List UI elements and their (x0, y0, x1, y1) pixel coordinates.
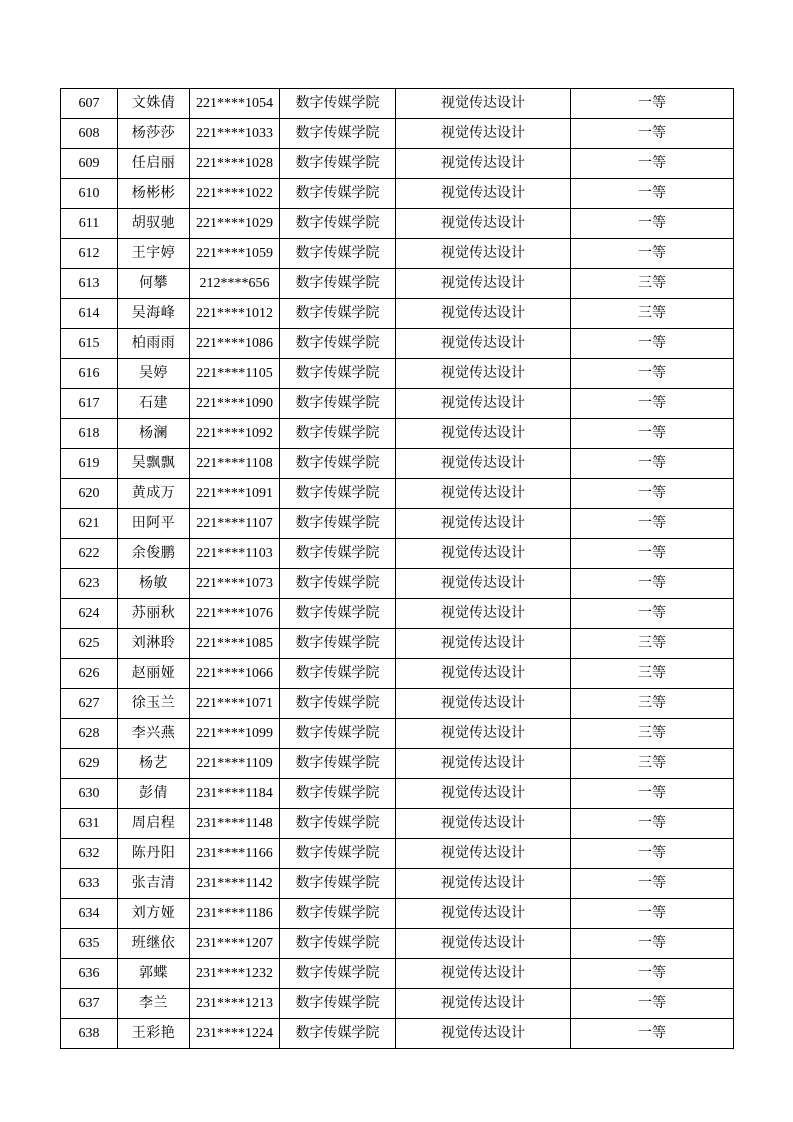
cell-student-name: 田阿平 (118, 509, 190, 539)
cell-id-number: 221****1090 (190, 389, 280, 419)
cell-major: 视觉传达设计 (396, 629, 571, 659)
table-row (61, 119, 734, 149)
cell-major: 视觉传达设计 (396, 959, 571, 989)
cell-id-number: 221****1054 (190, 89, 280, 119)
cell-major: 视觉传达设计 (396, 569, 571, 599)
table-row (61, 539, 734, 569)
cell-major: 视觉传达设计 (396, 659, 571, 689)
cell-sequence-number: 627 (61, 689, 118, 719)
table-row (61, 599, 734, 629)
cell-major: 视觉传达设计 (396, 689, 571, 719)
table-row (61, 869, 734, 899)
table-row (61, 989, 734, 1019)
cell-student-name: 黄成万 (118, 479, 190, 509)
cell-award-level: 一等 (571, 809, 734, 839)
cell-student-name: 彭倩 (118, 779, 190, 809)
cell-sequence-number: 614 (61, 299, 118, 329)
cell-major: 视觉传达设计 (396, 599, 571, 629)
cell-id-number: 231****1142 (190, 869, 280, 899)
cell-sequence-number: 638 (61, 1019, 118, 1049)
cell-id-number: 221****1086 (190, 329, 280, 359)
cell-sequence-number: 619 (61, 449, 118, 479)
cell-college: 数字传媒学院 (280, 359, 396, 389)
table-row (61, 779, 734, 809)
cell-college: 数字传媒学院 (280, 209, 396, 239)
cell-major: 视觉传达设计 (396, 749, 571, 779)
cell-major: 视觉传达设计 (396, 719, 571, 749)
cell-id-number: 231****1232 (190, 959, 280, 989)
table-row (61, 569, 734, 599)
cell-student-name: 余俊鹏 (118, 539, 190, 569)
cell-college: 数字传媒学院 (280, 659, 396, 689)
cell-award-level: 一等 (571, 89, 734, 119)
cell-major: 视觉传达设计 (396, 209, 571, 239)
cell-award-level: 一等 (571, 539, 734, 569)
cell-major: 视觉传达设计 (396, 869, 571, 899)
table-row (61, 689, 734, 719)
cell-major: 视觉传达设计 (396, 539, 571, 569)
cell-id-number: 221****1012 (190, 299, 280, 329)
cell-major: 视觉传达设计 (396, 179, 571, 209)
cell-award-level: 一等 (571, 989, 734, 1019)
cell-id-number: 221****1107 (190, 509, 280, 539)
cell-award-level: 三等 (571, 719, 734, 749)
cell-student-name: 杨艺 (118, 749, 190, 779)
cell-college: 数字传媒学院 (280, 389, 396, 419)
cell-college: 数字传媒学院 (280, 239, 396, 269)
cell-college: 数字传媒学院 (280, 1019, 396, 1049)
cell-major: 视觉传达设计 (396, 119, 571, 149)
cell-id-number: 231****1166 (190, 839, 280, 869)
cell-major: 视觉传达设计 (396, 809, 571, 839)
cell-sequence-number: 632 (61, 839, 118, 869)
cell-student-name: 周启程 (118, 809, 190, 839)
cell-major: 视觉传达设计 (396, 269, 571, 299)
cell-student-name: 王宇婷 (118, 239, 190, 269)
cell-college: 数字传媒学院 (280, 539, 396, 569)
cell-award-level: 一等 (571, 419, 734, 449)
cell-college: 数字传媒学院 (280, 479, 396, 509)
cell-sequence-number: 611 (61, 209, 118, 239)
cell-id-number: 221****1073 (190, 569, 280, 599)
cell-award-level: 一等 (571, 779, 734, 809)
table-row (61, 89, 734, 119)
cell-college: 数字传媒学院 (280, 809, 396, 839)
cell-college: 数字传媒学院 (280, 269, 396, 299)
cell-sequence-number: 607 (61, 89, 118, 119)
cell-sequence-number: 608 (61, 119, 118, 149)
cell-award-level: 一等 (571, 839, 734, 869)
cell-award-level: 一等 (571, 569, 734, 599)
cell-student-name: 胡驭驰 (118, 209, 190, 239)
cell-sequence-number: 616 (61, 359, 118, 389)
cell-college: 数字传媒学院 (280, 599, 396, 629)
cell-college: 数字传媒学院 (280, 299, 396, 329)
cell-student-name: 郭蝶 (118, 959, 190, 989)
cell-major: 视觉传达设计 (396, 509, 571, 539)
cell-sequence-number: 623 (61, 569, 118, 599)
cell-id-number: 221****1109 (190, 749, 280, 779)
cell-award-level: 三等 (571, 299, 734, 329)
cell-major: 视觉传达设计 (396, 449, 571, 479)
cell-student-name: 石建 (118, 389, 190, 419)
cell-student-name: 杨莎莎 (118, 119, 190, 149)
roster-body (61, 89, 734, 1049)
cell-award-level: 一等 (571, 209, 734, 239)
cell-college: 数字传媒学院 (280, 179, 396, 209)
cell-id-number: 221****1022 (190, 179, 280, 209)
cell-major: 视觉传达设计 (396, 899, 571, 929)
cell-sequence-number: 630 (61, 779, 118, 809)
cell-sequence-number: 613 (61, 269, 118, 299)
table-row (61, 269, 734, 299)
cell-sequence-number: 612 (61, 239, 118, 269)
cell-college: 数字传媒学院 (280, 869, 396, 899)
cell-student-name: 张吉清 (118, 869, 190, 899)
cell-award-level: 一等 (571, 509, 734, 539)
cell-sequence-number: 626 (61, 659, 118, 689)
cell-sequence-number: 624 (61, 599, 118, 629)
cell-id-number: 221****1108 (190, 449, 280, 479)
cell-id-number: 212****656 (190, 269, 280, 299)
cell-college: 数字传媒学院 (280, 419, 396, 449)
cell-student-name: 文姝倩 (118, 89, 190, 119)
cell-major: 视觉传达设计 (396, 989, 571, 1019)
cell-award-level: 一等 (571, 1019, 734, 1049)
cell-id-number: 221****1076 (190, 599, 280, 629)
cell-award-level: 一等 (571, 929, 734, 959)
cell-award-level: 一等 (571, 449, 734, 479)
cell-award-level: 三等 (571, 269, 734, 299)
cell-student-name: 吴飘飘 (118, 449, 190, 479)
cell-college: 数字传媒学院 (280, 689, 396, 719)
cell-college: 数字传媒学院 (280, 569, 396, 599)
table-row (61, 179, 734, 209)
cell-college: 数字传媒学院 (280, 119, 396, 149)
cell-student-name: 任启丽 (118, 149, 190, 179)
student-roster-table (60, 88, 734, 1049)
cell-college: 数字传媒学院 (280, 149, 396, 179)
cell-student-name: 李兰 (118, 989, 190, 1019)
table-row (61, 899, 734, 929)
cell-award-level: 一等 (571, 389, 734, 419)
cell-student-name: 柏雨雨 (118, 329, 190, 359)
cell-student-name: 苏丽秋 (118, 599, 190, 629)
cell-sequence-number: 622 (61, 539, 118, 569)
cell-id-number: 231****1184 (190, 779, 280, 809)
cell-college: 数字传媒学院 (280, 899, 396, 929)
cell-student-name: 杨澜 (118, 419, 190, 449)
table-row (61, 809, 734, 839)
cell-college: 数字传媒学院 (280, 959, 396, 989)
cell-college: 数字传媒学院 (280, 509, 396, 539)
cell-award-level: 一等 (571, 149, 734, 179)
cell-id-number: 221****1105 (190, 359, 280, 389)
cell-major: 视觉传达设计 (396, 929, 571, 959)
cell-student-name: 吴婷 (118, 359, 190, 389)
cell-id-number: 231****1213 (190, 989, 280, 1019)
cell-id-number: 231****1207 (190, 929, 280, 959)
cell-sequence-number: 629 (61, 749, 118, 779)
cell-id-number: 221****1103 (190, 539, 280, 569)
cell-id-number: 231****1224 (190, 1019, 280, 1049)
table-row (61, 959, 734, 989)
cell-college: 数字传媒学院 (280, 329, 396, 359)
cell-student-name: 杨彬彬 (118, 179, 190, 209)
table-row (61, 449, 734, 479)
cell-major: 视觉传达设计 (396, 89, 571, 119)
cell-major: 视觉传达设计 (396, 329, 571, 359)
cell-sequence-number: 633 (61, 869, 118, 899)
cell-sequence-number: 637 (61, 989, 118, 1019)
cell-id-number: 221****1059 (190, 239, 280, 269)
cell-college: 数字传媒学院 (280, 779, 396, 809)
cell-award-level: 三等 (571, 749, 734, 779)
cell-award-level: 一等 (571, 239, 734, 269)
table-row (61, 329, 734, 359)
cell-id-number: 221****1071 (190, 689, 280, 719)
table-row (61, 479, 734, 509)
cell-major: 视觉传达设计 (396, 359, 571, 389)
cell-college: 数字传媒学院 (280, 629, 396, 659)
cell-student-name: 王彩艳 (118, 1019, 190, 1049)
cell-sequence-number: 617 (61, 389, 118, 419)
table-row (61, 299, 734, 329)
cell-id-number: 221****1085 (190, 629, 280, 659)
cell-student-name: 陈丹阳 (118, 839, 190, 869)
cell-id-number: 231****1186 (190, 899, 280, 929)
cell-sequence-number: 634 (61, 899, 118, 929)
cell-major: 视觉传达设计 (396, 239, 571, 269)
cell-sequence-number: 610 (61, 179, 118, 209)
cell-major: 视觉传达设计 (396, 839, 571, 869)
table-row (61, 419, 734, 449)
cell-student-name: 赵丽娅 (118, 659, 190, 689)
cell-id-number: 221****1033 (190, 119, 280, 149)
cell-sequence-number: 628 (61, 719, 118, 749)
cell-major: 视觉传达设计 (396, 419, 571, 449)
cell-award-level: 一等 (571, 329, 734, 359)
table-row (61, 239, 734, 269)
table-row (61, 359, 734, 389)
cell-award-level: 一等 (571, 959, 734, 989)
cell-sequence-number: 615 (61, 329, 118, 359)
cell-id-number: 221****1091 (190, 479, 280, 509)
cell-student-name: 何攀 (118, 269, 190, 299)
table-row (61, 209, 734, 239)
cell-major: 视觉传达设计 (396, 779, 571, 809)
cell-student-name: 吴海峰 (118, 299, 190, 329)
table-row (61, 719, 734, 749)
cell-major: 视觉传达设计 (396, 389, 571, 419)
cell-award-level: 三等 (571, 659, 734, 689)
cell-college: 数字传媒学院 (280, 449, 396, 479)
table-row (61, 629, 734, 659)
cell-student-name: 杨敏 (118, 569, 190, 599)
cell-award-level: 一等 (571, 599, 734, 629)
table-row (61, 659, 734, 689)
table-row (61, 389, 734, 419)
cell-college: 数字传媒学院 (280, 719, 396, 749)
table-row (61, 509, 734, 539)
cell-college: 数字传媒学院 (280, 89, 396, 119)
cell-student-name: 徐玉兰 (118, 689, 190, 719)
table-row (61, 149, 734, 179)
cell-college: 数字传媒学院 (280, 989, 396, 1019)
table-row (61, 929, 734, 959)
cell-award-level: 一等 (571, 869, 734, 899)
cell-award-level: 三等 (571, 629, 734, 659)
cell-major: 视觉传达设计 (396, 479, 571, 509)
cell-sequence-number: 636 (61, 959, 118, 989)
cell-id-number: 221****1028 (190, 149, 280, 179)
cell-award-level: 一等 (571, 179, 734, 209)
cell-student-name: 刘方娅 (118, 899, 190, 929)
cell-student-name: 李兴燕 (118, 719, 190, 749)
cell-id-number: 221****1099 (190, 719, 280, 749)
cell-student-name: 刘淋聆 (118, 629, 190, 659)
cell-sequence-number: 621 (61, 509, 118, 539)
cell-id-number: 221****1092 (190, 419, 280, 449)
cell-id-number: 221****1029 (190, 209, 280, 239)
cell-award-level: 一等 (571, 359, 734, 389)
cell-sequence-number: 620 (61, 479, 118, 509)
cell-id-number: 221****1066 (190, 659, 280, 689)
cell-major: 视觉传达设计 (396, 149, 571, 179)
cell-college: 数字传媒学院 (280, 749, 396, 779)
cell-sequence-number: 625 (61, 629, 118, 659)
cell-sequence-number: 618 (61, 419, 118, 449)
table-row (61, 749, 734, 779)
cell-major: 视觉传达设计 (396, 299, 571, 329)
table-row (61, 839, 734, 869)
cell-sequence-number: 609 (61, 149, 118, 179)
cell-major: 视觉传达设计 (396, 1019, 571, 1049)
cell-college: 数字传媒学院 (280, 839, 396, 869)
cell-award-level: 一等 (571, 899, 734, 929)
table-row (61, 1019, 734, 1049)
cell-sequence-number: 635 (61, 929, 118, 959)
cell-id-number: 231****1148 (190, 809, 280, 839)
cell-student-name: 班继依 (118, 929, 190, 959)
cell-award-level: 一等 (571, 479, 734, 509)
cell-award-level: 一等 (571, 119, 734, 149)
cell-award-level: 三等 (571, 689, 734, 719)
cell-college: 数字传媒学院 (280, 929, 396, 959)
cell-sequence-number: 631 (61, 809, 118, 839)
